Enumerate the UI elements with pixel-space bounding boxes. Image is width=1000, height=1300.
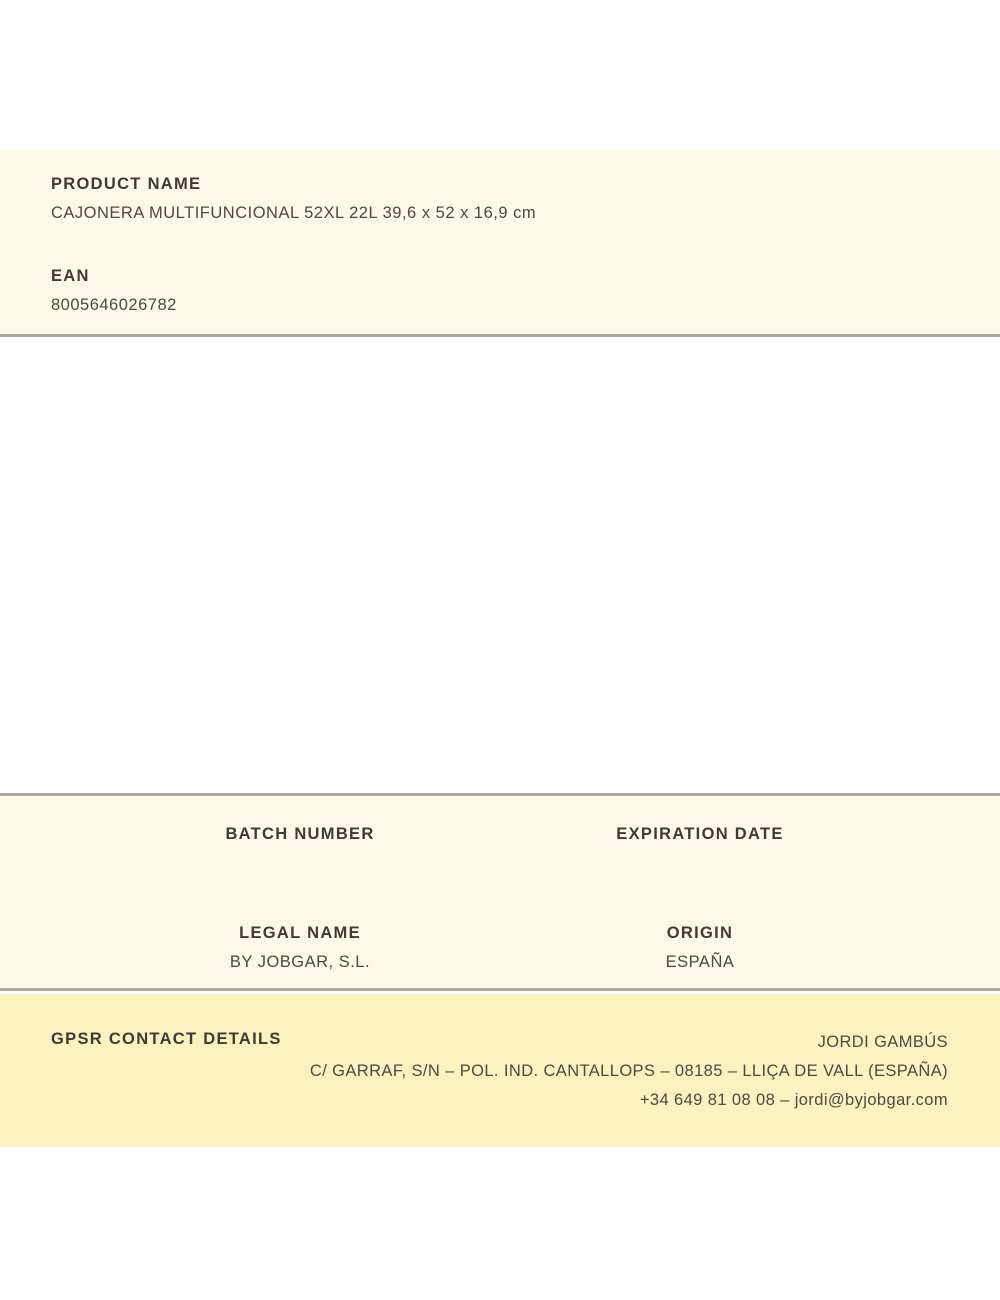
contact-address: C/ GARRAF, S/N – POL. IND. CANTALLOPS – 08185 – LLIÇA DE VALL (ESPAÑA) bbox=[309, 1062, 948, 1080]
expiration-date-label: EXPIRATION DATE bbox=[616, 825, 784, 843]
batch-expiration-row bbox=[100, 824, 900, 853]
ean-label: EAN bbox=[51, 267, 90, 285]
batch-number-label: BATCH NUMBER bbox=[225, 825, 375, 843]
gpsr-contact-label: GPSR CONTACT DETAILS bbox=[51, 1030, 282, 1048]
gpsr-contact-block bbox=[282, 1028, 948, 1115]
batch-number-field bbox=[100, 824, 500, 853]
origin-value: ESPAÑA bbox=[665, 953, 735, 971]
batch-info-section bbox=[0, 793, 1000, 991]
origin-field bbox=[500, 923, 900, 973]
product-name-field bbox=[51, 174, 949, 224]
legal-name-value: BY JOBGAR, S.L. bbox=[229, 953, 371, 971]
contact-phone-email: +34 649 81 08 08 – jordi@byjobgar.com bbox=[639, 1091, 948, 1109]
origin-label: ORIGIN bbox=[666, 924, 734, 942]
ean-value: 8005646026782 bbox=[51, 296, 177, 314]
product-name-value: CAJONERA MULTIFUNCIONAL 52XL 22L 39,6 x 52 x 16,9 cm bbox=[51, 204, 537, 222]
gpsr-contact-row bbox=[51, 1028, 948, 1115]
legal-name-label: LEGAL NAME bbox=[239, 924, 361, 942]
ean-field bbox=[51, 266, 949, 316]
contact-name: JORDI GAMBÚS bbox=[817, 1033, 948, 1051]
product-info-section bbox=[0, 150, 1000, 337]
gpsr-contact-section bbox=[0, 994, 1000, 1147]
product-name-label: PRODUCT NAME bbox=[51, 175, 202, 193]
legal-name-field bbox=[100, 923, 500, 973]
expiration-date-field bbox=[500, 824, 900, 853]
legal-origin-row bbox=[100, 923, 900, 973]
